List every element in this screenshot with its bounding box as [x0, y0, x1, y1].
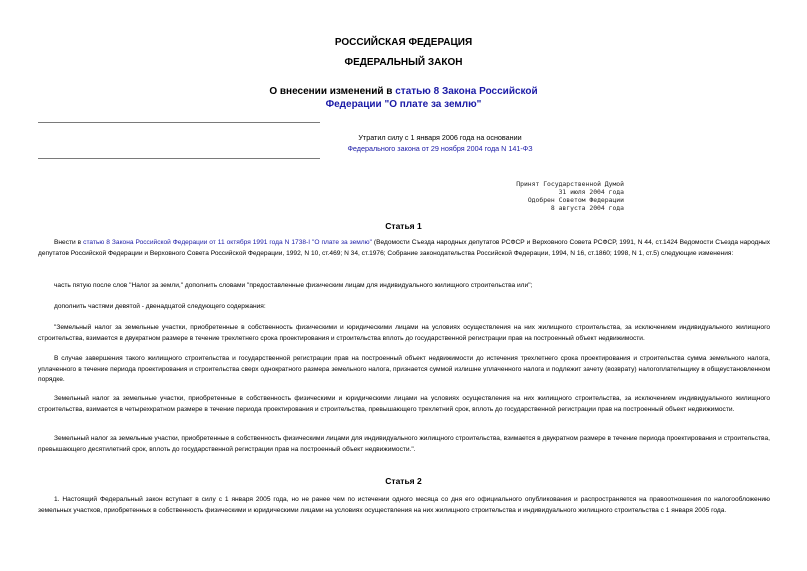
article-1-paragraph-3	[38, 302, 770, 313]
repeal-text: Утратил силу с 1 января 2006 года на основании	[358, 133, 522, 142]
adoption-council: Одобрен Советом Федерации	[527, 196, 624, 204]
divider-bottom	[38, 158, 320, 159]
article-1-paragraph-2	[38, 281, 770, 292]
p2-text: часть пятую после слов "Налог за земли," дополнить словами "предоставленные физическим лицам для индивидуального жилищного строительства или";	[54, 282, 533, 289]
article-1-heading: Статья 1	[385, 221, 422, 231]
law-type-heading: ФЕДЕРАЛЬНЫЙ ЗАКОН	[344, 57, 463, 68]
p1-law-link[interactable]: статью 8 Закона Российской Федерации от 11 октября 1991 года N 1738-I "О плате за землю"	[83, 239, 372, 246]
article-1-paragraph-6	[38, 394, 770, 415]
adoption-duma-date: 31 июля 2004 года	[558, 188, 624, 196]
p5-text: В случае завершения такого жилищного строительства и государственной регистрации прав на построенный объект недвижимости до истечения трехлетнего срока проектирования и строительства сумма земельного налога, уплаченного в течение периода проектирования и строительства сверх однократного размера земельного налога, признается суммой излишне уплаченного налога и подлежит зачету (возврату) налогоплательщику в общеустановленном порядке.	[38, 355, 770, 383]
law-title	[0, 85, 807, 111]
article-1-paragraph-1	[38, 238, 770, 259]
p6-text: Земельный налог за земельные участки, приобретенные в собственность физическими и юридическими лицами на условиях осуществления на них жилищного строительства, за исключением индивидуального жилищного строительства, взимается в четырехкратном размере в течение периода проектирования и строительства, превышающего трехлетний срок, вплоть до государственной регистрации прав на построенный объект недвижимости.	[38, 395, 770, 413]
p1-prefix: Внести в	[54, 239, 84, 246]
adoption-block	[440, 180, 624, 212]
article-1-paragraph-4	[38, 323, 770, 344]
title-prefix: О внесении изменений в	[269, 86, 396, 97]
p3-text: дополнить частями девятой - двенадцатой следующего содержания:	[54, 303, 266, 310]
repeal-notice	[230, 132, 650, 154]
a2-p1-text: 1. Настоящий Федеральный закон вступает в силу с 1 января 2005 года, но не ранее чем по истечении одного месяца со дня его официального опубликования и распространяется на правоотношения по налогообложению земельных участков, приобретенных в собственность физическими и юридическими лицами на условиях осуществления на них жилищного строительства и индивидуального жилищного строительства с 1 января 2005 года.	[38, 496, 770, 514]
p1-rest: (Ведомости Съезда народных депутатов РСФСР и Верховного Совета РСФСР, 1991, N 44, ст.1424 Ведомости Съезда народных депутатов Российской Федерации и Верховного Совета Российской Федерации, 1992, N 10, ст.469; N 34, ст.1976; Собрание законодательства Российской Федерации, 1994, N 16, ст.1860; 1998, N 1, ст.5) следующие изменения:	[38, 239, 771, 257]
p7-text: Земельный налог за земельные участки, приобретенные в собственность физическими лицами для индивидуального жилищного строительства, взимается в двукратном размере в течение периода проектирования и строительства, превышающего десятилетний срок, вплоть до государственной регистрации прав на построенный объект недвижимости.".	[38, 435, 770, 453]
repeal-link[interactable]: Федерального закона от 29 ноября 2004 года N 141-ФЗ	[347, 144, 533, 153]
p4-text: "Земельный налог за земельные участки, приобретенные в собственность физическими и юридическими лицами на условиях осуществления на них жилищного строительства, за исключением индивидуального жилищного строительства, взимается в двукратном размере в течение трехлетнего срока проектирования и строительства вплоть до государственной регистрации прав на построенный объект недвижимости.	[38, 324, 770, 342]
divider-top	[38, 122, 320, 123]
article-2-paragraph-1	[38, 495, 770, 516]
title-link-article-8[interactable]: статью 8 Закона Российской	[395, 86, 538, 97]
title-link-law-name[interactable]: Федерации "О плате за землю"	[325, 99, 482, 110]
country-heading: РОССИЙСКАЯ ФЕДЕРАЦИЯ	[334, 37, 473, 48]
article-1-paragraph-5	[38, 354, 770, 386]
article-2-heading: Статья 2	[385, 476, 422, 486]
article-1-paragraph-7	[38, 434, 770, 455]
adoption-council-date: 8 августа 2004 года	[550, 204, 624, 212]
adoption-duma: Принят Государственной Думой	[516, 180, 624, 188]
